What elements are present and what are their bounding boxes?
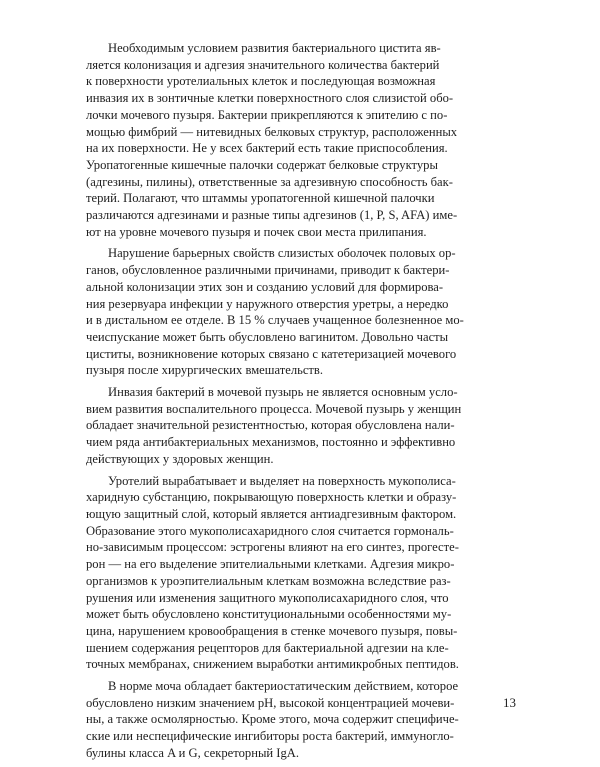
text-line: шением содержания рецепторов для бактериальной адгезии на кле- <box>86 640 449 655</box>
text-line: ющую защитный слой, который является антиадгезивным фактором. <box>86 506 457 521</box>
text-line: ния резервуара инфекции у наружного отверстия уретры, а нередко <box>86 296 449 311</box>
text-line: рушения или изменения защитного мукополисахаридного слоя, что <box>86 590 449 605</box>
text-line: ские или неспецифические ингибиторы роста бактерий, иммуногло- <box>86 729 454 744</box>
text-line: инвазия их в зонтичные клетки поверхностного слоя слизистой обо- <box>86 91 454 106</box>
text-line: может быть обусловлено конституциональными особенностями му- <box>86 607 452 622</box>
text-line: терий. Полагают, что штаммы уропатогенной кишечной палочки <box>86 191 435 206</box>
text-line: обладает значительной резистентностью, которая обусловлена нали- <box>86 418 455 433</box>
text-line: к поверхности уротелиальных клеток и последующая возможная <box>86 74 436 89</box>
text-line: ны, а также осмолярностью. Кроме этого, моча содержит специфиче- <box>86 712 459 727</box>
text-line: действующих у здоровых женщин. <box>86 451 274 466</box>
page-body <box>86 40 520 767</box>
text-line: Образование этого мукополисахаридного слоя считается гормональ- <box>86 523 454 538</box>
text-line: В норме моча обладает бактериостатическим действием, которое <box>108 679 459 694</box>
paragraph-5 <box>86 678 520 762</box>
text-line: на их поверхности. Не у всех бактерий есть такие приспособления. <box>86 141 448 156</box>
text-line: Необходимым условием развития бактериального цистита яв- <box>108 41 441 55</box>
text-line: харидную субстанцию, покрывающую поверхность клетки и образу- <box>86 490 457 505</box>
paragraph-1 <box>86 40 520 240</box>
text-line: Уротелий вырабатывает и выделяет на поверхность мукополиса- <box>108 473 456 488</box>
text-line: точных мембранах, снижением выработки антимикробных пептидов. <box>86 657 459 672</box>
text-line: организмов к уроэпителиальным клеткам возможна вследствие раз- <box>86 573 451 588</box>
text-line: Нарушение барьерных свойств слизистых оболочек половых ор- <box>108 246 456 261</box>
text-line: ют на уровне мочевого пузыря и почек свои места прилипания. <box>86 224 427 239</box>
text-line: вием развития воспалительного процесса. Мочевой пузырь у женщин <box>86 401 462 416</box>
paragraph-4 <box>86 473 520 673</box>
text-line: (адгезины, пилины), ответственные за адгезивную способность бак- <box>86 174 453 189</box>
text-line: альной колонизации этих зон и созданию условий для формирова- <box>86 279 444 294</box>
paragraph-2 <box>86 245 520 379</box>
text-line: ляется колонизация и адгезия значительного количества бактерий <box>86 57 440 72</box>
text-line: цина, нарушением кровообращения в стенке мочевого пузыря, повы- <box>86 623 458 638</box>
text-line: чием ряда антибактериальных механизмов, постоянно и эффективно <box>86 435 456 450</box>
text-line: ганов, обусловленное различными причинами, приводит к бактери- <box>86 263 450 278</box>
text-line: различаются адгезинами и разные типы адгезинов (1, P, S, AFA) име- <box>86 208 458 223</box>
text-line: чеиспускание может быть обусловлено вагинитом. Довольно часты <box>86 329 449 344</box>
text-line: рон — на его выделение эпителиальными клетками. Адгезия микро- <box>86 557 455 572</box>
text-line: но-зависимым процессом: эстрогены влияют на его синтез, прогесте- <box>86 540 459 555</box>
text-line: Инвазия бактерий в мочевой пузырь не является основным усло- <box>108 385 458 400</box>
text-line: Уропатогенные кишечные палочки содержат белковые структуры <box>86 157 438 172</box>
text-line: пузыря после хирургических вмешательств. <box>86 363 324 378</box>
text-line: мощью фимбрий — нитевидных белковых структур, расположенных <box>86 124 458 139</box>
text-line: булины класса A и G, секреторный IgA. <box>86 745 300 760</box>
text-line: и в дистальном ее отделе. В 15 % случаев учащенное болезненное мо- <box>86 313 464 328</box>
page-number: 13 <box>503 695 516 710</box>
text-line: циститы, возникновение которых связано с катетеризацией мочевого <box>86 346 457 361</box>
paragraph-3 <box>86 384 520 468</box>
text-line: лочки мочевого пузыря. Бактерии прикрепляются к эпителию с по- <box>86 107 448 122</box>
text-line: обусловлено низким значением pH, высокой концентрацией мочеви- <box>86 695 455 710</box>
